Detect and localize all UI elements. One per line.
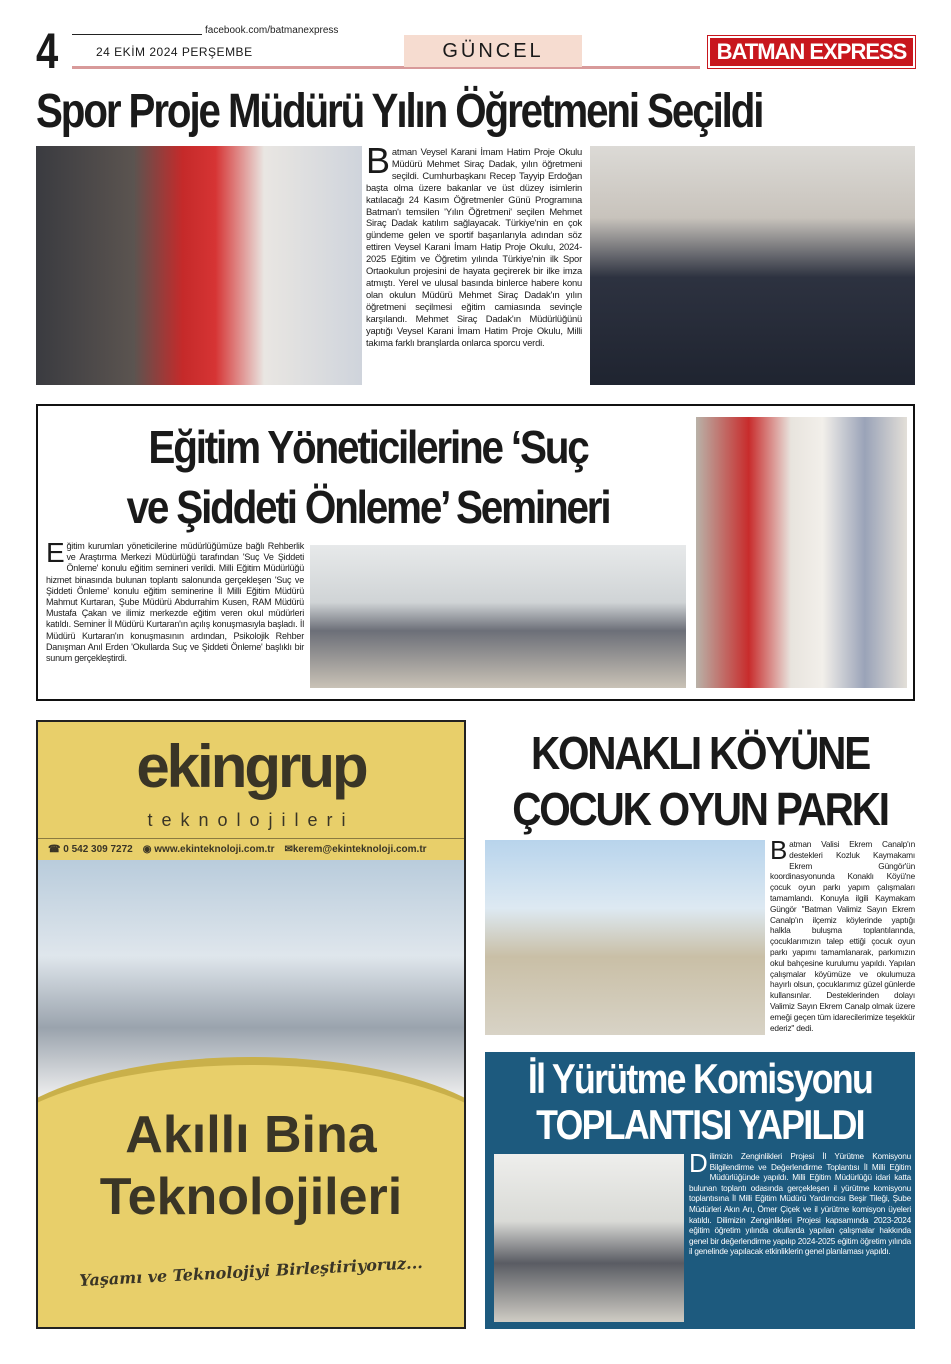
article2-body	[46, 537, 304, 664]
ad-brand-sub: teknolojileri	[147, 810, 355, 830]
drop-cap: B	[366, 140, 390, 181]
drop-cap: E	[46, 537, 65, 568]
article2-headline-line2: ve Şiddeti Önleme’ Semineri	[126, 481, 610, 533]
ad-divider	[38, 838, 464, 839]
article2-photo-seminar	[310, 545, 686, 688]
mail-icon: ✉	[284, 844, 293, 855]
ekingrup-advertisement[interactable]	[36, 720, 466, 1329]
article4-body	[689, 1148, 911, 1258]
article4-text: ilimizin Zenginlikleri Projesi İl Yürütme Komisyonu Bilgilendirme ve Değerlendirme Toplantısı İl Milli Eğitim Müdürlüğünde yapıldı. Milli Eğitim Müdürlüğü idari katta bulunan toplantı odasında gerçekleşen il yürütme komisyonu toplantısına İl Milli Eğitim Müdürü Yardımcısı Beşir Tileği, Şube Müdürleri Akın Arı, Ömer Çiçek ve il yürütme komisyon üyeleri katıldı. Dilimizin Zenginlikleri Projesi kapsamında 2023-2024 eğitim öğretim yılında okullarda yapılan çalışmalar hakkında genel bir değerlendirme yapılıp 2024-2025 eğitim öğretim yılında il genelinde yapılacak etkinliklerin genel planlaması yapıldı.	[689, 1152, 911, 1257]
ad-contacts	[48, 844, 427, 855]
article2-box	[36, 404, 915, 701]
section-label: GÜNCEL	[404, 35, 582, 67]
article3-playground-photo	[485, 840, 765, 1035]
article2-photo-speaker	[696, 417, 907, 688]
article1-headline: Spor Proje Müdürü Yılın Öğretmeni Seçildi	[36, 85, 763, 138]
drop-cap: B	[770, 835, 788, 865]
article1-photo-right	[590, 146, 915, 385]
article4-meeting-photo	[494, 1154, 684, 1322]
newspaper-logo: BATMAN EXPRESS	[708, 36, 915, 68]
ad-website[interactable]: ◉ www.ekinteknoloji.com.tr	[142, 844, 275, 855]
facebook-link[interactable]: facebook.com/batmanexpress	[205, 25, 339, 36]
ad-phone[interactable]: ☎ 0 542 309 7272	[48, 844, 133, 855]
ad-slogan: Yaşamı ve Teknolojiyi Birleştiriyoruz...	[78, 1253, 424, 1290]
ad-title: Akıllı Bina Teknolojileri	[99, 1106, 403, 1226]
globe-icon: ◉	[142, 844, 155, 855]
article3-headline: KONAKLI KÖYÜNE ÇOCUK OYUN PARKI	[512, 727, 888, 835]
header-rule	[72, 66, 700, 69]
article4-headline-line1: İl Yürütme Komisyonu	[527, 1055, 873, 1102]
ad-email[interactable]: ✉kerem@ekinteknoloji.com.tr	[284, 844, 427, 855]
article1-body	[366, 140, 582, 348]
article4-box	[485, 1052, 915, 1329]
phone-icon: ☎	[48, 844, 64, 855]
article2-text: ğitim kurumları yöneticilerine müdürlüğümüze bağlı Rehberlik ve Araştırma Merkezi Müdürlüğü tarafından 'Suç Ve Şiddeti Önleme' konulu eğitim semineri verildi. Milli Eğitim Müdürlüğü hizmet binasında bulunan toplantı salonunda gerçekleşen 'Suç ve Şiddeti Önleme' konulu eğitim seminerine İl Milli Eğitim Müdürü Mahmut Kurtaran, Şube Müdürü Abdurrahim Kusen, RAM Müdürü Mustafa Çakan ve ilimiz merkezde eğitim veren okul müdürleri katıldı. Seminer İl Müdürü Kurtaran'ın açılış konuşmasıyla başladı. İl Müdürü Kurtaran'ın konuşmasının ardından, Psikolojik Rehber Danışman Anıl Erden 'Okullarda Suç ve Şiddeti Önleme' başlıklı bir sunum gerçekleştirdi.	[46, 541, 304, 664]
issue-date: 24 EKİM 2024 PERŞEMBE	[96, 45, 253, 59]
drop-cap: D	[689, 1148, 708, 1178]
article1-text: atman Veysel Karani İmam Hatim Proje Okulu Müdürü Mehmet Siraç Dadak, yılın öğretmeni seçildi. Cumhurbaşkanı Recep Tayyip Erdoğan başta olma üzere bakanlar ve üst düzey isimlerin katılacağı 24 Kasım Öğretmenler Günü Programına Batman'ı temsilen 'Yılın Öğretmeni' seçilen Mehmet Siraç Dadak katılım sağlayacak. Türkiye'nin en çok gündeme gelen ve sportif başarılarıyla adından söz ettiren Veysel Karani İmam Hatip Proje Okulu, 2024-2025 Eğitim ve Öğretim yılında Türkiye'nin ilk Spor Ortaokulun projesini de hayata geçirerek bir ilke imza atmıştı. Yerel ve ulusal basında binlerce habere konu olan okulun Müdürü Mehmet Siraç Dadak'ın yılın öğretmeni seçilmesi eğitim camiasında sevinçle karşılandı. Mehmet Siraç Dadak'ın Müdürlüğünü yaptığı Veysel Karani İmam Hatim Proje Okulu, Milli takıma farklı branşlarda onlarca sporcu verdi.	[366, 146, 582, 348]
article2-headline-line1: Eğitim Yöneticilerine ‘Suç	[148, 421, 588, 473]
page-number: 4	[36, 23, 59, 79]
article3-body	[770, 835, 915, 1033]
article1-photo-left	[36, 146, 362, 385]
article3-text: atman Valisi Ekrem Canalp'ın destekleri Kozluk Kaymakamı Ekrem Güngör'ün koordinasyonunda Konaklı Köyü'ne çocuk oyun parkı yapım çalışmaları tamamlandı. Konuyla ilgili Kaymakam Güngör "Batman Valimiz Sayın Ekrem Canalp'ın ilçemiz köylerinde yaptığı halkla buluşma toplantılarında, çocuklarımızın talep ettiği çocuk oyun parkı yapımı tamamlanarak, parkımızın okul bahçesine kurulumu yapıldı. Yapılan çalışmalar köyümüze ve okulumuza hayırlı olsun, çocuklarımız güzel günlerde kullansınlar. Desteklerinden dolayı Valimiz Sayın Ekrem Canalp olmak üzere emeği geçen tüm idarecilerimize teşekkür ederiz" dedi.	[770, 839, 915, 1033]
divider	[72, 34, 202, 35]
article4-headline-line2: TOPLANTISI YAPILDI	[536, 1101, 864, 1148]
ad-brand-logo: ekingrup	[136, 733, 366, 800]
